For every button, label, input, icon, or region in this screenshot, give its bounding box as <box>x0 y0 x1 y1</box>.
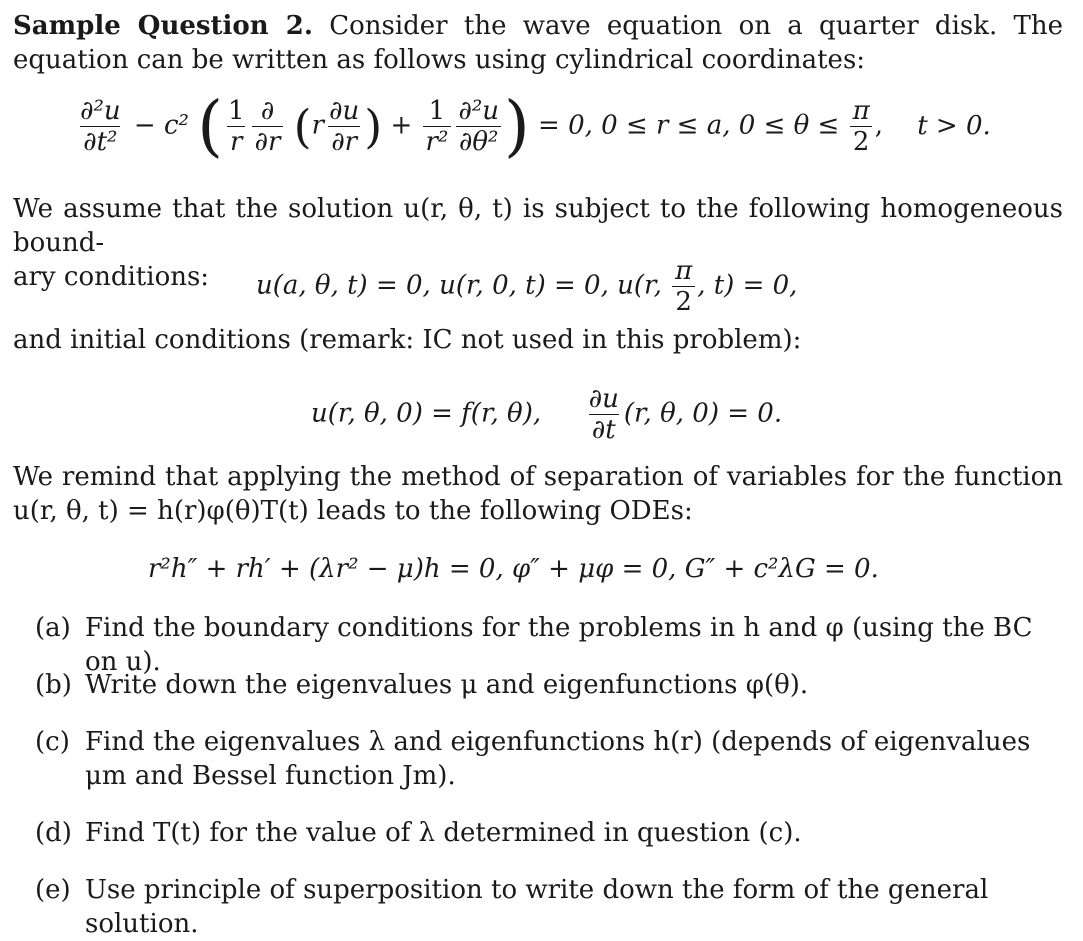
pi-over-two-fraction <box>672 256 695 317</box>
d2u-dtheta2-fraction <box>455 96 502 157</box>
minus-c-squared: − c² <box>133 110 189 141</box>
fraction-numerator: ∂²u <box>80 96 121 126</box>
fraction-numerator: ∂ <box>260 96 275 126</box>
item-text: Find T(t) for the value of λ determined in question (c). <box>85 818 802 848</box>
one-over-r2-fraction <box>423 96 452 157</box>
fraction-denominator: ∂r <box>328 126 360 157</box>
intro-paragraph <box>13 9 1063 77</box>
fraction-numerator: ∂²u <box>458 96 499 126</box>
initial-conditions-intro: and initial conditions (remark: IC not used in this problem): <box>13 325 802 355</box>
plus-sign: + <box>390 110 413 141</box>
fraction-denominator: 2 <box>672 286 695 317</box>
item-text: Write down the eigenvalues μ and eigenfunctions φ(θ). <box>85 670 809 700</box>
fraction-numerator: 1 <box>227 96 245 126</box>
initial-condition-velocity: (r, θ, 0) = 0. <box>623 398 783 429</box>
wave-equation: $\frac{\text{∂²u}}{\text{∂t²}}$ − c² ( $\frac{1}{r}$ $\frac{\partial}{\partial r}$ (r $\frac{\partial u}{\partial r}$ ) + $\frac{1}{\text{r²}}$ $\frac{\text{∂²u}}{\text{∂θ²}}$ ) = 0, 0 ≤ r ≤ a, 0 ≤ θ ≤ $\frac{\pi}{2}$ , t > 0. <box>75 96 991 157</box>
time-condition: t > 0. <box>917 110 991 141</box>
boundary-intro-line-2: ary conditions: <box>13 262 210 292</box>
item-text: Find the eigenvalues λ and eigenfunctions h(r) (depends of eigenvalues μm and Bessel function Jm). <box>85 727 1031 791</box>
left-med-paren: ( <box>293 99 312 154</box>
separation-line-1: We remind that applying the method of separation of variables for the function <box>13 462 1063 492</box>
initial-condition-displacement: u(r, θ, 0) = f(r, θ), <box>311 398 542 429</box>
partial-r-fraction <box>252 96 284 157</box>
separation-paragraph <box>13 460 1063 528</box>
right-med-paren: ) <box>364 99 383 154</box>
du-dr-fraction <box>326 96 362 157</box>
item-label: (a) <box>35 613 71 643</box>
left-big-paren: ( <box>197 87 223 165</box>
fraction-denominator: ∂θ² <box>456 126 502 157</box>
fraction-numerator: ∂u <box>588 384 619 414</box>
item-label: (e) <box>35 875 71 905</box>
fraction-denominator: r <box>227 126 245 157</box>
domain-conditions: = 0, 0 ≤ r ≤ a, 0 ≤ θ ≤ <box>538 110 840 141</box>
fraction-numerator: ∂u <box>329 96 360 126</box>
right-big-paren: ) <box>504 87 530 165</box>
initial-conditions-equation <box>311 384 782 445</box>
one-over-r-fraction <box>225 96 248 157</box>
item-label: (b) <box>35 670 72 700</box>
item-label: (d) <box>35 818 72 848</box>
fraction-denominator: r² <box>423 126 452 157</box>
boundary-conditions-part-1: u(a, θ, t) = 0, u(r, 0, t) = 0, u(r, <box>256 270 662 301</box>
separation-line-2: u(r, θ, t) = h(r)φ(θ)T(t) leads to the following ODEs: <box>13 496 693 526</box>
item-text: Find the boundary conditions for the problems in h and φ (using the BC on u). <box>85 613 1033 677</box>
d2u-dt2-fraction <box>77 96 124 157</box>
boundary-intro-line-1: We assume that the solution u(r, θ, t) is subject to the following homogeneous bound- <box>13 194 1063 258</box>
fraction-denominator: ∂t <box>589 414 619 445</box>
fraction-denominator: 2 <box>850 126 873 157</box>
intro-text: Consider the wave equation on a quarter disk. The equation can be written as follows using cylindrical coordinates: <box>13 11 1064 75</box>
fraction-numerator: π <box>675 256 693 286</box>
boundary-conditions-part-2: , t) = 0, <box>697 270 798 301</box>
item-text: Use principle of superposition to write down the form of the general solution. <box>85 875 989 939</box>
du-dt-fraction <box>586 384 622 445</box>
r-variable: r <box>311 110 325 141</box>
boundary-conditions-equation <box>256 256 797 317</box>
fraction-denominator: ∂t² <box>80 126 120 157</box>
item-label: (c) <box>35 727 70 757</box>
fraction-numerator: 1 <box>428 96 446 126</box>
pi-over-two-fraction <box>850 96 873 157</box>
ode-system: r²h″ + rh′ + (λr² − μ)h = 0, φ″ + μφ = 0, G″ + c²λG = 0. <box>148 554 879 584</box>
question-heading: Sample Question 2. <box>13 11 313 41</box>
fraction-denominator: ∂r <box>252 126 284 157</box>
fraction-numerator: π <box>852 96 870 126</box>
